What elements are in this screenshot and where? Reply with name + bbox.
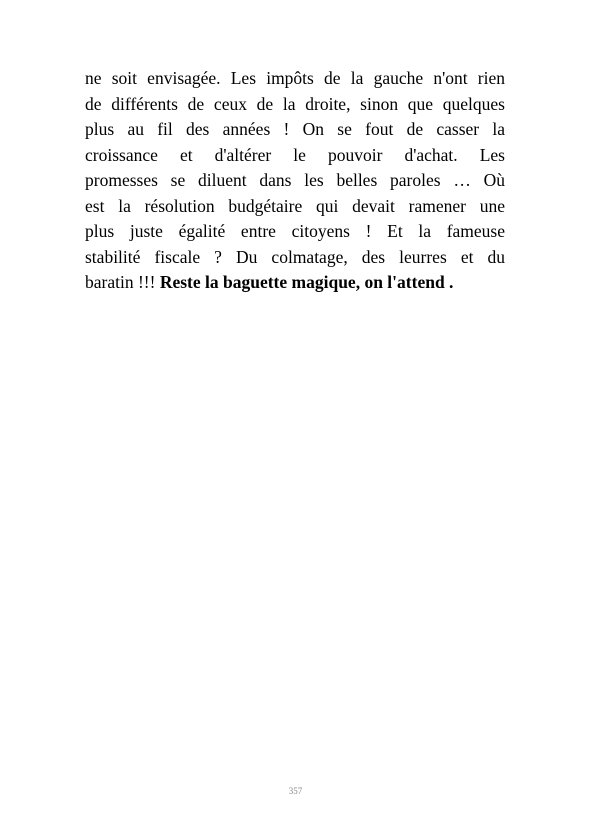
paragraph-line: stabilité fiscale ? Du colmatage, des leurres et du — [85, 246, 505, 267]
last-line-bold-text: Reste la baguette magique, on l'attend . — [159, 272, 454, 292]
paragraph-line: croissance et d'altérer le pouvoir d'achat. Les — [85, 144, 505, 165]
paragraph-line: promesses se diluent dans les belles paroles … Où — [85, 170, 505, 190]
paragraph-line: plus au fil des années ! On se fout de casser la — [85, 119, 505, 139]
paragraph-line: plus juste égalité entre citoyens ! Et la fameuse — [85, 221, 505, 241]
body-paragraph — [85, 66, 505, 296]
paragraph-line: ne soit envisagée. Les impôts de la gauche n'ont rien — [85, 68, 505, 88]
paragraph-last-line — [85, 270, 505, 296]
last-line-regular-text: baratin !!! — [85, 272, 160, 292]
page-number: 357 — [288, 786, 303, 796]
paragraph-line: est la résolution budgétaire qui devait ramener une — [85, 195, 505, 216]
paragraph-line: de différents de ceux de la droite, sinon que quelques — [85, 93, 505, 114]
